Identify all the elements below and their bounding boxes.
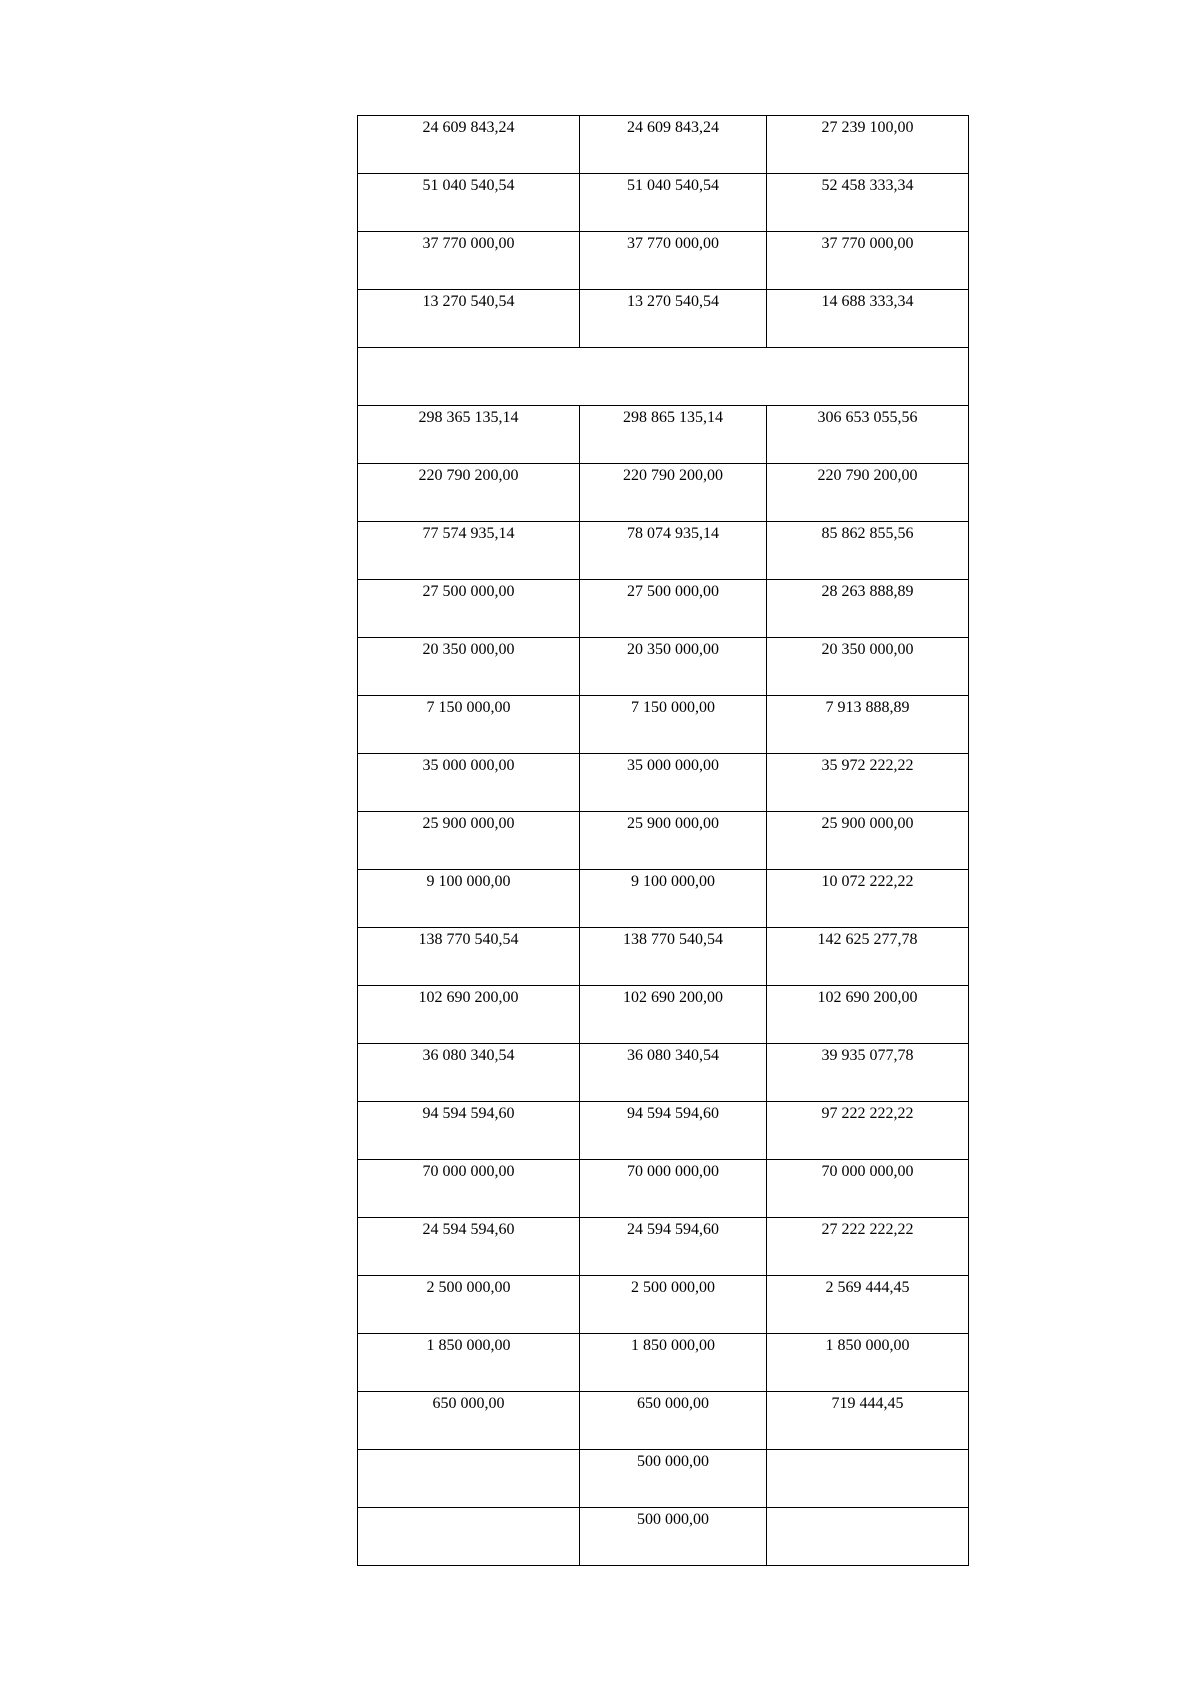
table-cell-col-1: 138 770 540,54 [358, 928, 580, 986]
table-row [358, 638, 969, 696]
table-cell-col-3: 7 913 888,89 [767, 696, 969, 754]
table-row [358, 1334, 969, 1392]
table-cell-col-1: 13 270 540,54 [358, 290, 580, 348]
table-cell-col-1: 51 040 540,54 [358, 174, 580, 232]
table-cell-col-1: 7 150 000,00 [358, 696, 580, 754]
table-row [358, 1044, 969, 1102]
table-cell-col-3: 306 653 055,56 [767, 406, 969, 464]
table-cell-col-1: 36 080 340,54 [358, 1044, 580, 1102]
table-cell-col-3: 27 222 222,22 [767, 1218, 969, 1276]
table-cell-col-3: 39 935 077,78 [767, 1044, 969, 1102]
budget-table-body [358, 116, 969, 1566]
table-cell-col-3: 37 770 000,00 [767, 232, 969, 290]
table-cell-col-2: 37 770 000,00 [580, 232, 767, 290]
table-row [358, 1450, 969, 1508]
table-cell-col-1: 24 594 594,60 [358, 1218, 580, 1276]
table-cell-col-1: 220 790 200,00 [358, 464, 580, 522]
table-cell-col-1: 20 350 000,00 [358, 638, 580, 696]
table-cell-col-2: 7 150 000,00 [580, 696, 767, 754]
table-cell-col-3: 70 000 000,00 [767, 1160, 969, 1218]
table-cell-col-2: 220 790 200,00 [580, 464, 767, 522]
table-cell-col-3: 85 862 855,56 [767, 522, 969, 580]
table-cell-col-1: 37 770 000,00 [358, 232, 580, 290]
table-row [358, 812, 969, 870]
table-cell-col-3: 2 569 444,45 [767, 1276, 969, 1334]
table-cell-col-2: 70 000 000,00 [580, 1160, 767, 1218]
table-row [358, 580, 969, 638]
table-row [358, 1276, 969, 1334]
table-cell-col-3: 142 625 277,78 [767, 928, 969, 986]
table-cell-col-2: 51 040 540,54 [580, 174, 767, 232]
table-row [358, 1160, 969, 1218]
table-row [358, 986, 969, 1044]
table-cell-col-3: 52 458 333,34 [767, 174, 969, 232]
table-cell-col-2: 78 074 935,14 [580, 522, 767, 580]
table-row [358, 1508, 969, 1566]
table-cell-col-1: 25 900 000,00 [358, 812, 580, 870]
table-cell-col-2: 94 594 594,60 [580, 1102, 767, 1160]
table-cell-col-3: 25 900 000,00 [767, 812, 969, 870]
table-cell-col-1 [358, 1450, 580, 1508]
table-cell-col-3: 27 239 100,00 [767, 116, 969, 174]
table-cell-col-3: 14 688 333,34 [767, 290, 969, 348]
table-row [358, 1218, 969, 1276]
table-cell-col-3: 10 072 222,22 [767, 870, 969, 928]
table-cell-col-2: 27 500 000,00 [580, 580, 767, 638]
table-cell-col-2: 298 865 135,14 [580, 406, 767, 464]
table-cell-col-3: 97 222 222,22 [767, 1102, 969, 1160]
table-cell-col-1: 77 574 935,14 [358, 522, 580, 580]
table-cell-col-1: 9 100 000,00 [358, 870, 580, 928]
table-row [358, 1102, 969, 1160]
table-row [358, 928, 969, 986]
table-cell-col-3: 20 350 000,00 [767, 638, 969, 696]
table-row [358, 696, 969, 754]
table-row [358, 174, 969, 232]
table-cell-col-1: 35 000 000,00 [358, 754, 580, 812]
table-cell-col-1: 102 690 200,00 [358, 986, 580, 1044]
table-cell-col-3 [767, 1450, 969, 1508]
table-cell-col-1: 94 594 594,60 [358, 1102, 580, 1160]
table-row [358, 116, 969, 174]
table-row [358, 464, 969, 522]
table-row [358, 1392, 969, 1450]
table-cell-merged [358, 348, 969, 406]
table-cell-col-2: 500 000,00 [580, 1450, 767, 1508]
table-row [358, 290, 969, 348]
table-row [358, 754, 969, 812]
budget-table [357, 115, 969, 1566]
table-cell-col-2: 1 850 000,00 [580, 1334, 767, 1392]
table-cell-col-1: 2 500 000,00 [358, 1276, 580, 1334]
table-cell-col-2: 35 000 000,00 [580, 754, 767, 812]
table-cell-col-1: 27 500 000,00 [358, 580, 580, 638]
table-row [358, 406, 969, 464]
table-cell-col-3: 1 850 000,00 [767, 1334, 969, 1392]
table-cell-col-2: 20 350 000,00 [580, 638, 767, 696]
table-cell-col-1: 650 000,00 [358, 1392, 580, 1450]
table-row [358, 232, 969, 290]
table-cell-col-2: 24 594 594,60 [580, 1218, 767, 1276]
table-cell-col-2: 650 000,00 [580, 1392, 767, 1450]
table-cell-col-3 [767, 1508, 969, 1566]
table-cell-col-2: 36 080 340,54 [580, 1044, 767, 1102]
table-cell-col-2: 500 000,00 [580, 1508, 767, 1566]
table-cell-col-2: 9 100 000,00 [580, 870, 767, 928]
table-cell-col-2: 13 270 540,54 [580, 290, 767, 348]
table-cell-col-3: 102 690 200,00 [767, 986, 969, 1044]
table-row-blank [358, 348, 969, 406]
table-cell-col-1: 24 609 843,24 [358, 116, 580, 174]
table-cell-col-1: 298 365 135,14 [358, 406, 580, 464]
table-cell-col-2: 2 500 000,00 [580, 1276, 767, 1334]
table-cell-col-3: 220 790 200,00 [767, 464, 969, 522]
table-cell-col-3: 28 263 888,89 [767, 580, 969, 638]
table-cell-col-1 [358, 1508, 580, 1566]
table-cell-col-2: 138 770 540,54 [580, 928, 767, 986]
table-cell-col-2: 25 900 000,00 [580, 812, 767, 870]
table-row [358, 870, 969, 928]
table-cell-col-3: 719 444,45 [767, 1392, 969, 1450]
table-cell-col-2: 24 609 843,24 [580, 116, 767, 174]
table-cell-col-1: 70 000 000,00 [358, 1160, 580, 1218]
table-cell-col-2: 102 690 200,00 [580, 986, 767, 1044]
table-cell-col-1: 1 850 000,00 [358, 1334, 580, 1392]
table-cell-col-3: 35 972 222,22 [767, 754, 969, 812]
table-row [358, 522, 969, 580]
